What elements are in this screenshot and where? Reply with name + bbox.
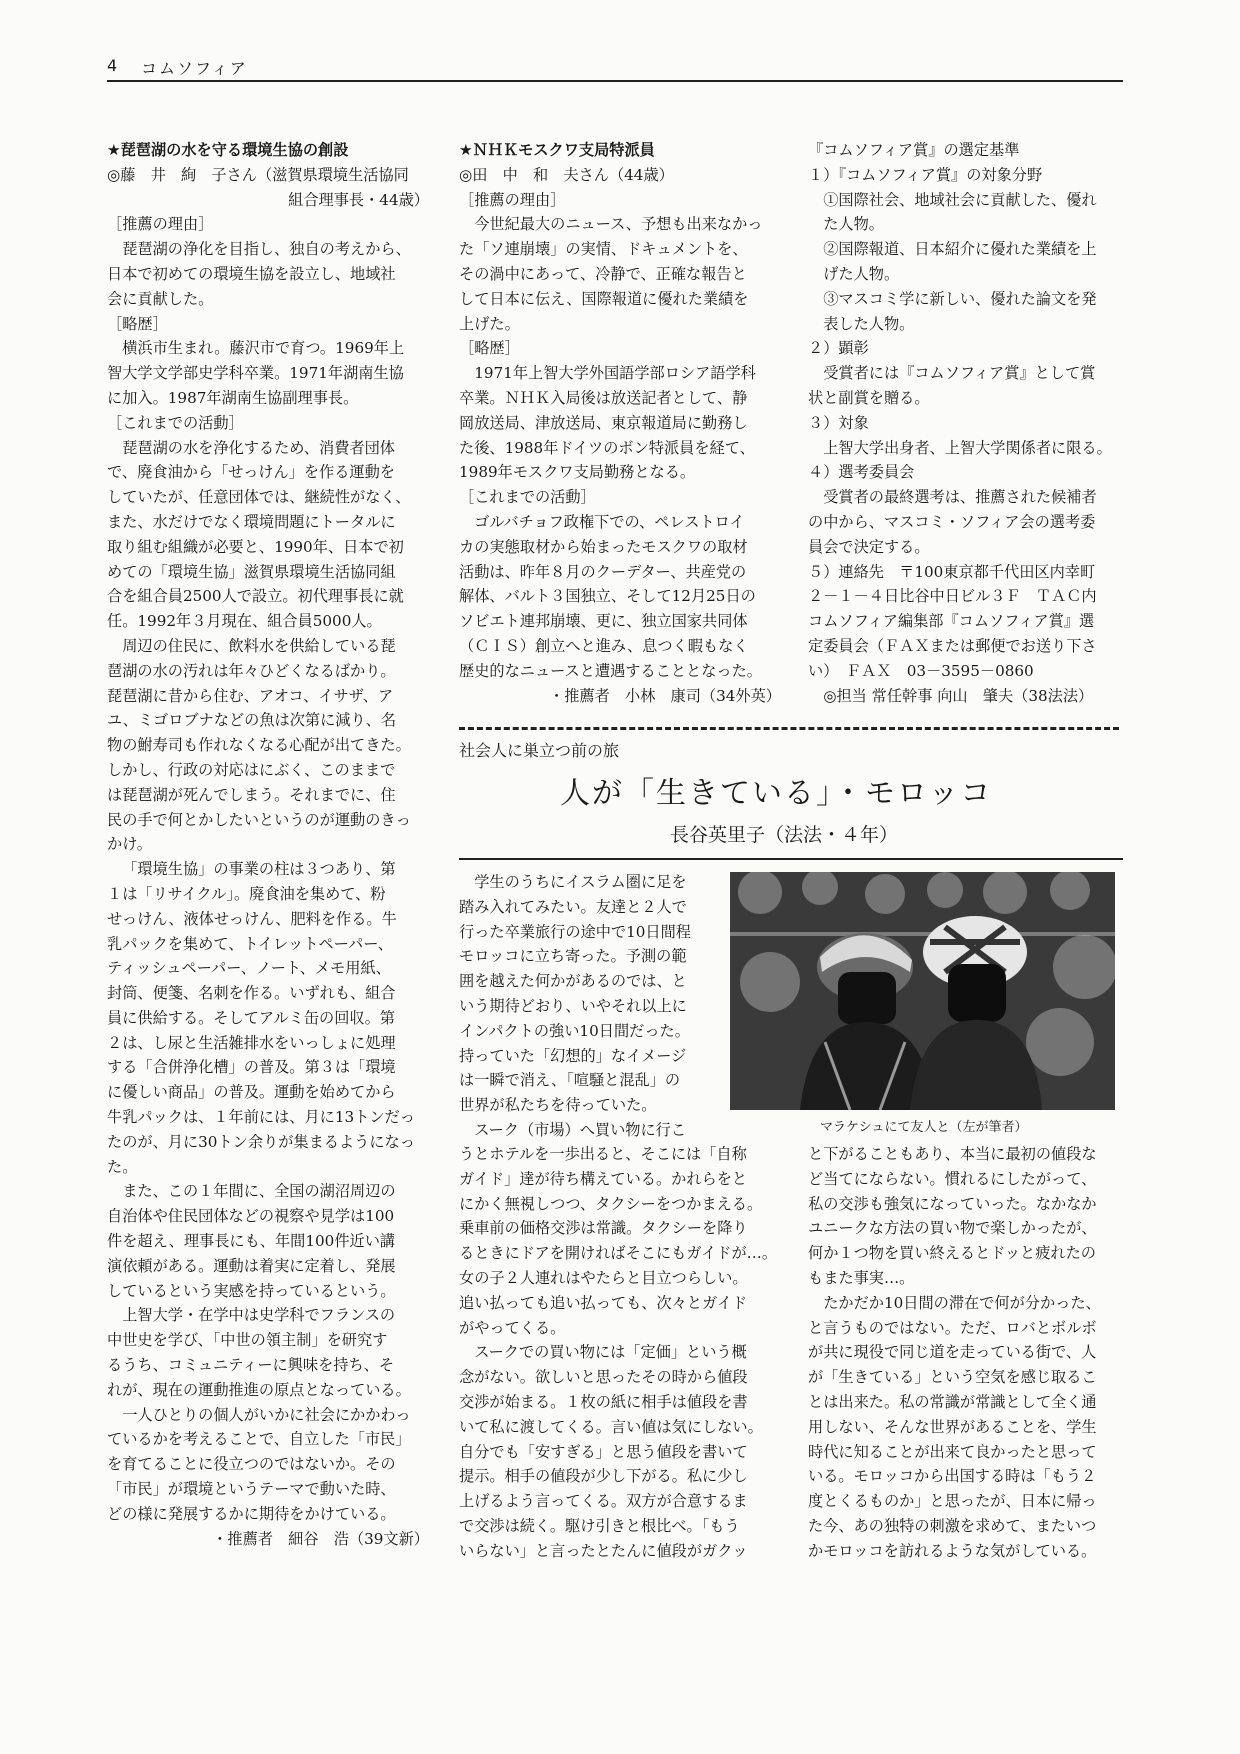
- activity-paragraph: 「環境生協」の事業の柱は３つあり、第 １は「リサイクル」。廃食油を集めて、粉 せっけん、液体せっけん、肥料を作る。牛 乳パックを集めて、トイレットペーパー、 ティッシュペーパー、ノート、メモ用紙、 封筒、便箋、名刺を作る。いずれも、組合 員に供給する。そしてアルミ缶の回収。第 ２は、し尿と生活雑排水をいっしょに処理 する「合併浄化槽」の普及。第３は「環境 に優しい商品」の普及。運動を始めてから 牛乳パックは、１年前には、月に13トンだっ たのが、月に30トン余りが集まるようになっ た。: [107, 860, 415, 1176]
- reason-label: ［推薦の理由］: [107, 215, 214, 234]
- photo-illustration: [730, 872, 1115, 1110]
- header-rule: [107, 80, 1123, 82]
- career-label: ［略歴］: [459, 339, 520, 358]
- activity-paragraph: 一人ひとりの個人がいかに社会にかかわっ ているかを考えることで、自立した「市民」 を育てることに役立つのではないか。その 「市民」が環境というテーマで動いた時、 どの様に発展するかに期待をかけている。: [107, 1405, 411, 1523]
- person-title: 組合理事長・44歳）: [288, 190, 429, 209]
- article-paragraph: スークでの買い物には「定価」という概 念がない。欲しいと思ったその時から値段 交渉が始まる。１枚の紙に相手は値段を書 いて私に渡してくる。言い値は気にしない。 自分でも「安すぎる」と思う値段を書いて 提示。相手の値段が少し下がる。私に少し 上げるよう言ってくる。双方が合意するま で交渉は続く。駆け引きと根比べ。「もう いらない」と言ったとたんに値段がガクッ: [459, 1343, 763, 1560]
- criteria-heading: ２）顕彰: [808, 339, 869, 358]
- person-name: ◎田 中 和 夫さん（44歳）: [459, 165, 674, 184]
- article-rule: [459, 858, 1123, 860]
- activity-paragraph: 琵琶湖の水を浄化するため、消費者団体 で、廃食油から「せっけん」を作る運動を していたが、任意団体では、継続性がなく、 また、水だけでなく環境問題にトータルに 取り組む組織が必要と、1990年、日本で初 めての「環境生協」滋賀県環境生活協同組 合を組合員2500人で設立。初代理事長に就 任。1992年３月現在、組合員5000人。: [107, 438, 411, 631]
- article-column-left-cont: [459, 1142, 781, 1564]
- reason-label: ［推薦の理由］: [459, 190, 566, 209]
- career-text: 1971年上智大学外国語学部ロシア語学科 卒業。ＮＨＫ入局後は放送記者として、静 岡放送局、津放送局、東京報道局に勤務し た後、1988年ドイツのボン特派員を経て、 1989年モスクワ支局勤務となる。: [459, 364, 756, 482]
- contact-info: ５）連絡先 〒100東京都千代田区内幸町 ２－１－４日比谷中日ビル３Ｆ ＴＡＣ内 コムソフィア編集部『コムソフィア賞』選 定委員会（ＦＡＸまたは郵便でお送り下さ い） ＦＡＸ 03－3595－0860: [808, 562, 1097, 680]
- activity-paragraph: 上智大学・在学中は史学科でフランスの 中世史を学び、「中世の領主制」を研究す るうち、コミュニティーに興味を持ち、そ れが、現在の運動推進の原点となっている。: [107, 1306, 411, 1399]
- article-author: 長谷英里子（法法・４年）: [670, 824, 899, 846]
- criteria-title: 『コムソフィア賞』の選定基準: [808, 141, 1020, 159]
- criteria-item: ②国際報道、日本紹介に優れた業績を上 げた人物。: [823, 240, 1097, 283]
- column-nhk: [459, 138, 781, 708]
- magazine-name: コムソフィア: [141, 59, 248, 78]
- activity-label: ［これまでの活動］: [459, 488, 596, 507]
- activity-text: ゴルバチョフ政権下での、ペレストロイ カの実態取材から始まったモスクワの取材 活動は、昨年８月のクーデター、共産党の 解体、バルト３国独立、そして12月25日の ソビエト連邦崩壊、更に、独立国家共同体 （ＣＩＳ）創立へと進み、息つく暇もなく 歴史的なニュースと遭遇することとなった。: [459, 512, 762, 680]
- article-paragraph: うとホテルを一歩出ると、そこには「自称 ガイド」達が待ち構えている。かれらをと にかく無視しつつ、タクシーをつかまえる。 乗車前の価格交渉は常識。タクシーを降り るときにドアを開ければそこにもガイドが…。 女の子２人連れはやたらと目立つらしい。 追い払っても追い払っても、次々とガイド がやってくる。: [459, 1145, 778, 1337]
- photo-caption: マラケシュにて友人と（左が筆者）: [820, 1120, 1028, 1135]
- page-header: [107, 56, 1123, 82]
- activity-paragraph: また、この１年間に、全国の湖沼周辺の 自治体や住民団体などの視察や見学は100 件を超え、理事長にも、年間100件近い講 演依頼がある。運動は着実に定着し、発展 しているという実感を持っているという。: [107, 1182, 396, 1300]
- activity-paragraph: 周辺の住民に、飲料水を供給している琵 琶湖の水の汚れは年々ひどくなるばかり。 琵琶湖に昔から住む、アオコ、イサザ、ア ユ、ミゴロブナなどの魚は次第に減り、名 物の鮒寿司も作れなくなる心配が出てきた。 しかし、行政の対応はにぶく、このままで は琵琶湖が死んでしまう。それまでに、住 民の手で何とかしたいというのが運動のきっ かけ。: [107, 636, 411, 854]
- person-name: ◎藤 井 絢 子さん（滋賀県環境生活協同: [107, 165, 409, 184]
- article-paragraph: スーク（市場）へ買い物に行こ: [474, 1120, 687, 1139]
- recommender: ・推薦者 小林 康司（34外英）: [549, 686, 781, 705]
- section-title: ★琵琶湖の水を守る環境生協の創設: [107, 141, 349, 159]
- article-title: 人が「生きている」・モロッコ: [560, 776, 993, 811]
- article-column-right: [808, 1142, 1126, 1564]
- article-photo: [730, 872, 1115, 1110]
- criteria-heading: ３）対象: [808, 413, 869, 432]
- section-title: ★ＮＨＫモスクワ支局特派員: [459, 141, 655, 159]
- article-column-left: [459, 870, 721, 1143]
- section-divider: [459, 727, 1119, 730]
- criteria-item: ①国際社会、地域社会に貢献した、優れ た人物。: [823, 190, 1097, 234]
- column-biwako: [107, 138, 429, 1551]
- reason-text: 今世紀最大のニュース、予想も出来なかっ た「ソ連崩壊」の実情、ドキュメントを、 その渦中にあって、冷静で、正確な報告と して日本に伝え、国際報道に優れた業績を 上げた。: [459, 215, 763, 333]
- article-paragraph: たかだか10日間の滞在で何が分かった、 と言うものではない。ただ、ロバとボルボ が共に現役で同じ道を走っている街で、人 が「生きている」という空気を感じ取るこ とは出来た。私の常識が常識として全く通 用しない、そんな世界があることを、学生 時代に知ることが出来て良かったと思って いる。モロッコから出国する時は「もう２ 度とくるものか」と思ったが、日本に帰っ た今、あの独特の刺激を求めて、またいつ かモロッコを訪れるような気がしている。: [808, 1293, 1101, 1560]
- article-paragraph: 学生のうちにイスラム圏に足を 踏み入れてみたい。友達と２人で 行った卒業旅行の途中で10日間程 モロッコに立ち寄った。予測の範 囲を越えた何かがあるのでは、と いう期待どおり、いやそれ以上に インパクトの強い10日間だった。 持っていた「幻想的」なイメージ は一瞬で消え、「喧騒と混乱」の 世界が私たちを待っていた。: [459, 873, 691, 1115]
- page-number: 4: [107, 56, 118, 75]
- criteria-heading: １）『コムソフィア賞』の対象分野: [808, 165, 1043, 184]
- article-kicker: 社会人に巣立つ前の旅: [459, 741, 620, 760]
- recommender: ・推薦者 細谷 浩（39文新）: [212, 1529, 429, 1548]
- criteria-text: 受賞者の最終選考は、推薦された候補者 の中から、マスコミ・ソフィア会の選考委 員会で決定する。: [808, 488, 1097, 556]
- career-label: ［略歴］: [107, 314, 168, 333]
- reason-text: 琵琶湖の浄化を目指し、独自の考えから、 日本で初めての環境生協を設立し、地域社 会に貢献した。: [107, 240, 411, 308]
- criteria-text: 受賞者には『コムソフィア賞』として賞 状と副賞を贈る。: [808, 364, 1096, 407]
- column-criteria: [808, 138, 1126, 708]
- criteria-item: ③マスコミ学に新しい、優れた論文を発 表した人物。: [823, 289, 1097, 333]
- criteria-text: 上智大学出身者、上智大学関係者に限る。: [823, 438, 1112, 457]
- career-text: 横浜市生まれ。藤沢市で育つ。1969年上 智大学文学部史学科卒業。1971年湖南生協 に加入。1987年湖南生協副理事長。: [107, 339, 405, 407]
- contact-person: ◎担当 常任幹事 向山 肇夫（38法法）: [823, 686, 1094, 705]
- criteria-heading: ４）選考委員会: [808, 463, 915, 482]
- article-paragraph: と下がることもあり、本当に最初の値段な ど当てにならない。慣れるにしたがって、 私の交渉も強気になっていった。なかなか ユニークな方法の買い物で楽しかったが、 何か１つ物を買い終えるとドッと疲れたの もまた事実…。: [808, 1145, 1097, 1287]
- activity-label: ［これまでの活動］: [107, 413, 244, 432]
